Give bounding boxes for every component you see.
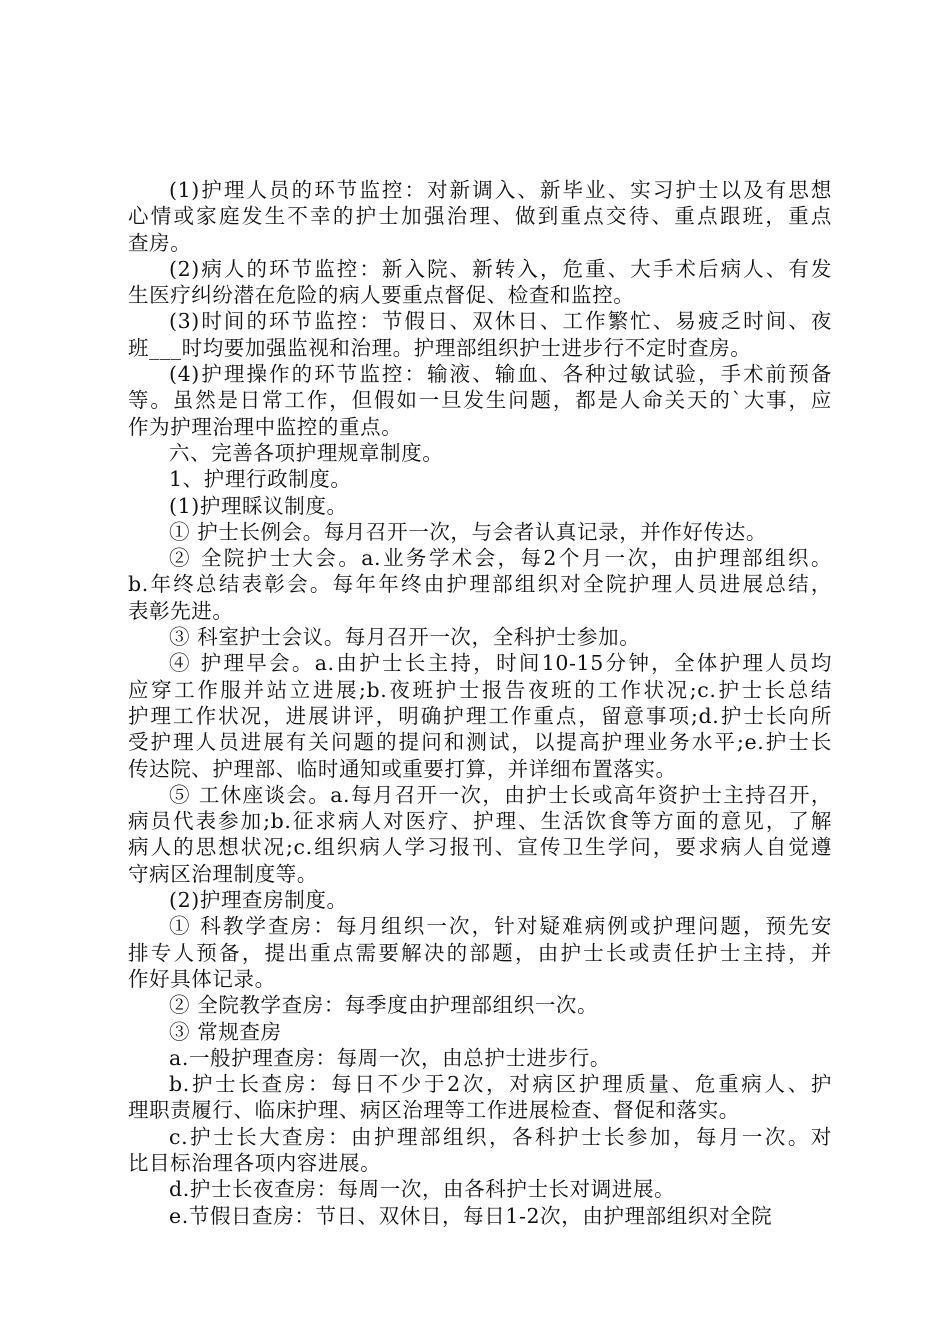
text-line: 六、完善各项护理规章制度。 bbox=[169, 440, 444, 465]
text-line: 护理工作状况，进展讲评，明确护理工作重点，留意事项;d.护士长向所 bbox=[128, 703, 832, 728]
text-line: 等。虽然是日常工作，但假如一旦发生问题，都是人命关天的`大事，应 bbox=[128, 388, 832, 413]
text-line: ① 科教学查房：每月组织一次，针对疑难病例或护理问题，预先安 bbox=[169, 914, 832, 939]
text-line: 生医疗纠纷潜在危险的病人要重点督促、检查和监控。 bbox=[128, 283, 635, 308]
text-line: 比目标治理各项内容进展。 bbox=[128, 1150, 382, 1175]
text-line: ② 全院教学查房：每季度由护理部组织一次。 bbox=[169, 993, 599, 1018]
text-line: d.护士长夜查房：每周一次，由各科护士长对调进展。 bbox=[169, 1177, 676, 1202]
text-line: (1)护理睬议制度。 bbox=[169, 493, 348, 518]
paragraph bbox=[128, 887, 832, 913]
text-line: 病人的思想状况;c.组织病人学习报刊、宣传卫生学问，要求病人自觉遵 bbox=[128, 835, 832, 860]
paragraph bbox=[128, 624, 832, 650]
text-line: 受护理人员进展有关问题的提问和测试，以提高护理业务水平;e.护士长 bbox=[128, 730, 832, 755]
paragraph bbox=[128, 1019, 832, 1045]
paragraph bbox=[128, 1045, 832, 1071]
text-line: ⑤ 工休座谈会。a.每月召开一次，由护士长或高年资护士主持召开， bbox=[169, 782, 832, 807]
text-line: 传达院、护理部、临时通知或重要打算，并详细布置落实。 bbox=[128, 756, 677, 781]
text-line: 表彰先进。 bbox=[128, 598, 234, 623]
paragraph bbox=[128, 782, 832, 887]
text-line: ② 全院护士大会。a.业务学术会，每2个月一次，由护理部组织。 bbox=[169, 546, 832, 571]
text-line: ③ 科室护士会议。每月召开一次，全科护士参加。 bbox=[169, 625, 641, 650]
text-line: 1、护理行政制度。 bbox=[169, 467, 352, 492]
text-line: (2)护理查房制度。 bbox=[169, 888, 348, 913]
paragraph bbox=[128, 992, 832, 1018]
paragraph bbox=[128, 177, 832, 256]
text-line: 作好具体记录。 bbox=[128, 966, 276, 991]
paragraph bbox=[128, 1203, 832, 1229]
paragraph bbox=[128, 913, 832, 992]
paragraph bbox=[128, 1124, 832, 1177]
text-line: ③ 常规查房 bbox=[169, 1019, 282, 1044]
text-line: 心情或家庭发生不幸的护士加强治理、做到重点交待、重点跟班，重点 bbox=[128, 204, 832, 229]
text-line: a.一般护理查房：每周一次，由总护士进步行。 bbox=[169, 1045, 611, 1070]
text-line: 理职责履行、临床护理、病区治理等工作进展检查、督促和落实。 bbox=[128, 1098, 740, 1123]
text-line: e.节假日查房：节日、双休日，每日1-2次，由护理部组织对全院 bbox=[169, 1203, 773, 1228]
text-line: b.护士长查房：每日不少于2次，对病区护理质量、危重病人、护 bbox=[169, 1072, 832, 1097]
text-line: 查房。 bbox=[128, 230, 192, 255]
paragraph bbox=[128, 545, 832, 624]
text-line: 班___时均要加强监视和治理。护理部组织护士进步行不定时查房。 bbox=[128, 335, 752, 360]
paragraph bbox=[128, 1071, 832, 1124]
paragraph bbox=[128, 440, 832, 466]
text-line: ① 护士长例会。每月召开一次，与会者认真记录，并作好传达。 bbox=[169, 519, 767, 544]
paragraph bbox=[128, 256, 832, 309]
paragraph bbox=[128, 361, 832, 440]
text-line: 应穿工作服并站立进展;b.夜班护士报告夜班的工作状况;c.护士长总结 bbox=[128, 677, 832, 702]
paragraph bbox=[128, 308, 832, 361]
text-line: (4)护理操作的环节监控：输液、输血、各种过敏试验，手术前预备 bbox=[169, 362, 832, 387]
text-line: 作为护理治理中监控的重点。 bbox=[128, 414, 403, 439]
text-line: (3)时间的环节监控：节假日、双休日、工作繁忙、易疲乏时间、夜 bbox=[169, 309, 832, 334]
text-line: b.年终总结表彰会。每年年终由护理部组织对全院护理人员进展总结， bbox=[128, 572, 832, 597]
paragraph bbox=[128, 1176, 832, 1202]
text-line: (2)病人的环节监控：新入院、新转入，危重、大手术后病人、有发 bbox=[169, 256, 832, 281]
document-body bbox=[128, 177, 832, 1229]
text-line: 守病区治理制度等。 bbox=[128, 861, 318, 886]
text-line: c.护士长大查房：由护理部组织，各科护士长参加，每月一次。对 bbox=[169, 1124, 832, 1149]
text-line: ④ 护理早会。a.由护士长主持，时间10-15分钟，全体护理人员均 bbox=[169, 651, 832, 676]
paragraph bbox=[128, 466, 832, 492]
paragraph bbox=[128, 493, 832, 519]
paragraph bbox=[128, 650, 832, 781]
text-line: 排专人预备，提出重点需要解决的部题，由护士长或责任护士主持，并 bbox=[128, 940, 832, 965]
paragraph bbox=[128, 519, 832, 545]
text-line: 病员代表参加;b.征求病人对医疗、护理、生活饮食等方面的意见，了解 bbox=[128, 809, 832, 834]
text-line: (1)护理人员的环节监控：对新调入、新毕业、实习护士以及有思想 bbox=[169, 178, 832, 202]
